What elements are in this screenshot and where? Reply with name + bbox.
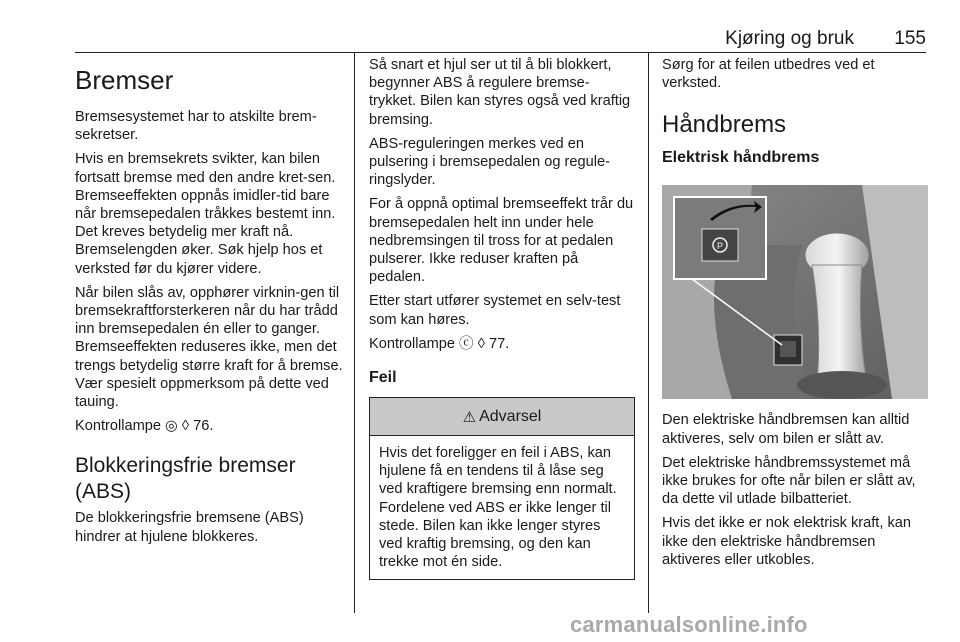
page-header <box>75 28 926 52</box>
section-title-bremser: Bremser <box>75 65 174 95</box>
header-rule <box>75 52 926 53</box>
section-title-feil: Feil <box>369 369 397 387</box>
page-number: 155 <box>894 28 926 49</box>
column-3 <box>662 56 928 575</box>
section-title-handbrems: Håndbrems <box>662 111 787 139</box>
column-1 <box>75 56 343 552</box>
column-divider-1 <box>354 53 355 613</box>
paragraph: ABS-reguleringen merkes ved en pulsering i bremsepedalen og regule-ringslyder. <box>369 135 610 189</box>
column-2 <box>369 56 635 580</box>
header-section-title: Kjøring og bruk <box>725 28 854 49</box>
paragraph: For å oppnå optimal bremseeffekt trår du bremsepedalen helt inn under hele nedbremsingen til tross for at pedalen pulserer. Ikke reduser kraften på pedalen. <box>369 196 634 286</box>
watermark: carmanualsonline.info <box>570 612 808 637</box>
subsection-title-electric-handbrake: Elektrisk håndbrems <box>662 149 820 167</box>
paragraph: Hvis det ikke er nok elektrisk kraft, kan ikke den elektriske håndbremsen aktiveres eller utkobles. <box>662 515 911 568</box>
warning-title: Advarsel <box>479 407 542 425</box>
column-divider-2 <box>648 53 649 613</box>
warning-box <box>369 397 635 580</box>
paragraph: Sørg for at feilen utbedres ved et verksted. <box>662 57 875 92</box>
paragraph: Det elektriske håndbremssystemet må ikke brukes for ofte når bilen er slått av, da dette vil utlade bilbatteriet. <box>662 454 916 508</box>
warning-triangle-icon: ⚠ <box>462 408 477 426</box>
paragraph: De blokkeringsfrie bremsene (ABS) hindrer at hjulene blokkeres. <box>75 510 304 545</box>
paragraph: Bremsesystemet har to atskilte brem-sekretser. <box>75 109 317 144</box>
paragraph: Den elektriske håndbremsen kan alltid aktiveres, selv om bilen er slått av. <box>662 412 910 447</box>
paragraph: Etter start utfører systemet en selv-test som kan høres. <box>369 293 621 328</box>
paragraph-warning-lamp-ref[interactable]: Kontrollampe ◎ ◊ 76. <box>75 418 214 435</box>
handbrake-illustration <box>662 185 928 399</box>
paragraph: Så snart et hjul ser ut til å bli blokkert, begynner ABS å regulere bremse-trykket. Bilen kan styres også ved kraftig bremsing. <box>369 57 631 128</box>
svg-text:P: P <box>717 241 724 252</box>
warning-header <box>370 398 634 436</box>
paragraph: Hvis en bremsekrets svikter, kan bilen fortsatt bremse med den andre kret-sen. Bremseeffekten oppnås imidler-tid bare når bremsepedalen tråkkes bestemt inn. Det kreves betydelig mer kraft nå. Bremselengden øker. Søk hjelp hos et verksted før du kjører videre. <box>75 151 336 277</box>
warning-text: Hvis det foreligger en feil i ABS, kan hjulene få en tendens til å låse seg ved kraftigere bremsing enn normalt. Fordelene ved ABS er ikke lenger til stede. Bilen kan ikke lenger styres ved kraftig bremsing, og den kan trekke mot én side. <box>379 445 617 571</box>
section-title-abs: Blokkeringsfrie bremser (ABS) <box>75 454 296 504</box>
paragraph: Når bilen slås av, opphører virknin-gen til bremsekraftforsterkeren når du har trådd inn bremsepedalen én eller to ganger. Bremseeffekten reduseres ikke, men det trengs betydelig større kraft for å bremse. Vær spesielt oppmerksom på dette ved tauing. <box>75 284 343 411</box>
electric-handbrake-photo <box>662 185 928 399</box>
paragraph-abs-lamp-ref[interactable]: Kontrollampe ⓒ ◊ 77. <box>369 335 510 352</box>
